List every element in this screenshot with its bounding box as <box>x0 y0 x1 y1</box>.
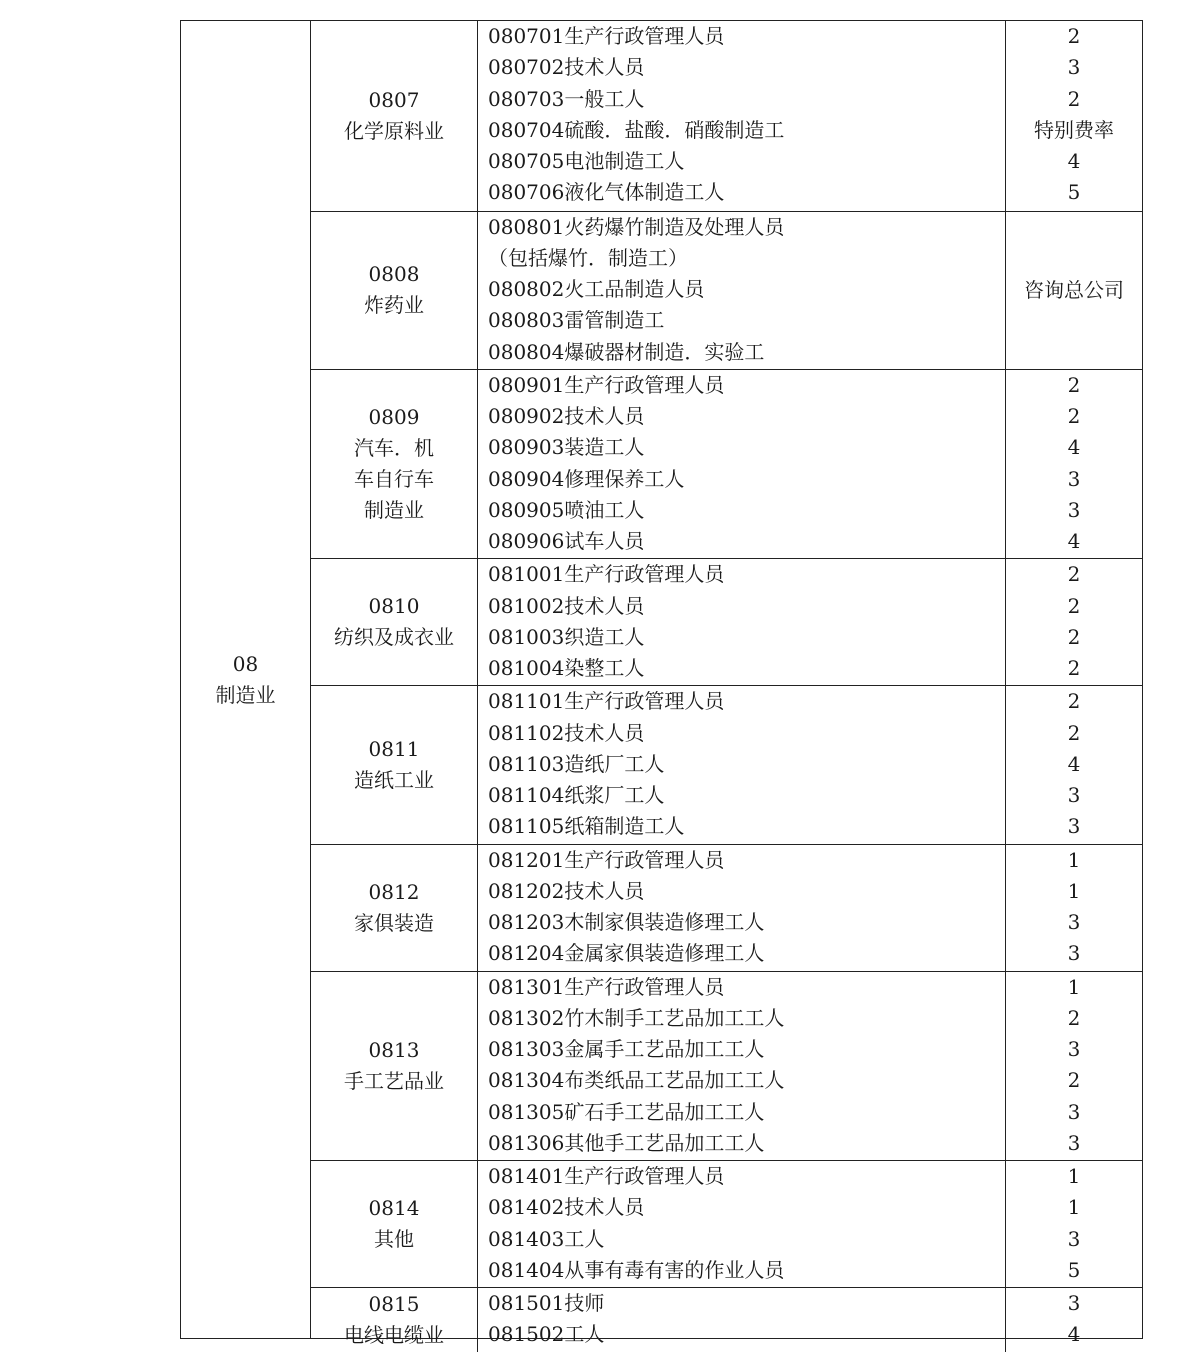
occupation-item: 080804爆破器材制造．实验工 <box>488 339 765 364</box>
occupation-item: 081304布类纸品工艺品加工工人 <box>488 1068 785 1093</box>
rate-value: 1 <box>1067 1164 1081 1188</box>
group-name-cell <box>311 212 478 369</box>
group-name-line: 家俱装造 <box>354 910 434 935</box>
rate-value: 特别费率 <box>1034 117 1114 142</box>
occupation-item: 081303金属手工艺品加工工人 <box>488 1037 765 1061</box>
group-name-cell <box>311 559 478 685</box>
group-rates-cell <box>1006 845 1142 971</box>
occupation-item: 080706液化气体制造工人 <box>488 180 725 205</box>
occupation-item: 081401生产行政管理人员 <box>488 1164 725 1188</box>
occupation-item: 081302竹木制手工艺品加工工人 <box>488 1005 785 1030</box>
group-name-cell <box>311 686 478 843</box>
rate-value: 2 <box>1067 1068 1081 1093</box>
rate-value: 3 <box>1067 1099 1081 1124</box>
group-name-cell <box>311 370 478 559</box>
occupation-item: 080903装造工人 <box>488 435 645 460</box>
occupation-item: 081003织造工人 <box>488 624 645 649</box>
occupation-item: 080801火药爆竹制造及处理人员 <box>488 214 785 239</box>
rate-value: 3 <box>1067 1291 1081 1315</box>
rate-value: 1 <box>1067 974 1081 999</box>
group-rates-cell <box>1006 1161 1142 1287</box>
occupation-item: 080705电池制造工人 <box>488 149 685 173</box>
rate-value: 3 <box>1067 55 1081 80</box>
group-row-0814 <box>311 1160 1142 1287</box>
group-name-line: 电线电缆业 <box>344 1322 444 1347</box>
industry-name: 制造业 <box>215 682 276 707</box>
rate-value: 3 <box>1067 1130 1081 1155</box>
group-name-line: 其他 <box>374 1227 414 1251</box>
group-row-0810 <box>311 558 1142 685</box>
rate-value: 2 <box>1067 624 1081 649</box>
group-name-line: 汽车．机 <box>354 436 434 460</box>
group-name-line: 车自行车 <box>354 467 434 491</box>
occupation-item: 081301生产行政管理人员 <box>488 974 725 999</box>
rate-value: 3 <box>1067 497 1081 522</box>
group-items-cell <box>478 21 1006 211</box>
group-row-0808 <box>311 211 1142 369</box>
occupation-item: 081004染整工人 <box>488 656 645 680</box>
industry-cell <box>181 21 311 1338</box>
occupation-item: 081102技术人员 <box>488 720 645 745</box>
occupation-item: 081101生产行政管理人员 <box>488 689 725 714</box>
group-name-line: 纺织及成衣业 <box>334 625 454 650</box>
occupation-item: 081104纸浆厂工人 <box>488 783 665 807</box>
rate-value: 3 <box>1067 941 1081 966</box>
rate-value: 4 <box>1067 1322 1081 1347</box>
rate-value: 4 <box>1067 435 1081 460</box>
occupation-item: 080906试车人员 <box>488 529 645 553</box>
rate-value: 4 <box>1067 529 1081 553</box>
occupation-item: 080904修理保养工人 <box>488 466 685 491</box>
group-code: 0810 <box>368 594 420 619</box>
rate-value: 2 <box>1067 593 1081 618</box>
occupation-item: 081403工人 <box>488 1226 605 1251</box>
group-row-0807 <box>311 21 1142 211</box>
group-code: 0812 <box>368 879 420 904</box>
occupation-item: 081502工人 <box>488 1322 605 1347</box>
rate-value: 1 <box>1067 878 1081 903</box>
occupation-item: 080803雷管制造工 <box>488 308 665 333</box>
group-row-0811 <box>311 685 1142 843</box>
rate-value: 2 <box>1067 720 1081 745</box>
group-name-line: 手工艺品业 <box>344 1068 444 1093</box>
group-name-cell <box>311 1288 478 1352</box>
occupation-item: 081002技术人员 <box>488 593 645 618</box>
occupation-item: 080703一般工人 <box>488 86 645 111</box>
group-name-line: 炸药业 <box>364 293 424 318</box>
industry-code: 08 <box>232 651 259 676</box>
occupation-item: 081201生产行政管理人员 <box>488 847 725 872</box>
rate-value: 3 <box>1067 910 1081 934</box>
occupation-item: 080901生产行政管理人员 <box>488 372 725 397</box>
group-rates-cell <box>1006 686 1142 843</box>
group-row-0813 <box>311 971 1142 1161</box>
group-rates-cell <box>1006 972 1142 1161</box>
group-code: 0815 <box>368 1291 420 1316</box>
occupation-item: 081501技师 <box>488 1291 605 1315</box>
occupation-item: 081105纸箱制造工人 <box>488 814 685 839</box>
rate-value: 2 <box>1067 86 1081 111</box>
occupation-item: 081402技术人员 <box>488 1195 645 1220</box>
group-row-0815 <box>311 1287 1142 1352</box>
occupation-item: 080905喷油工人 <box>488 497 645 522</box>
rate-value: 2 <box>1067 1005 1081 1030</box>
rate-value: 3 <box>1067 814 1081 839</box>
group-items-cell <box>478 1288 1006 1352</box>
rate-value: 3 <box>1067 1037 1081 1061</box>
rate-value: 2 <box>1067 24 1081 48</box>
group-name-cell <box>311 845 478 971</box>
group-code: 0811 <box>368 736 420 761</box>
occupation-item: 081103造纸厂工人 <box>488 751 665 776</box>
group-items-cell <box>478 845 1006 971</box>
occupation-item: 080802火工品制造人员 <box>488 277 705 301</box>
group-rows <box>311 21 1142 1347</box>
occupation-item: 081202技术人员 <box>488 878 645 903</box>
rate-value: 咨询总公司 <box>1024 277 1124 302</box>
group-rates-cell <box>1006 212 1142 369</box>
group-rates-cell <box>1006 1288 1142 1352</box>
group-name-line: 造纸工业 <box>354 767 434 792</box>
occupation-item: （包括爆竹．制造工） <box>488 245 688 270</box>
group-name-line: 化学原料业 <box>344 118 444 143</box>
rate-value: 3 <box>1067 1226 1081 1251</box>
group-items-cell <box>478 686 1006 843</box>
group-name-line: 制造业 <box>364 498 424 522</box>
occupation-item: 080702技术人员 <box>488 55 645 80</box>
occupation-item: 080902技术人员 <box>488 404 645 428</box>
group-rates-cell <box>1006 370 1142 559</box>
rate-value: 2 <box>1067 656 1081 680</box>
group-rates-cell <box>1006 21 1142 211</box>
occupation-item: 081001生产行政管理人员 <box>488 562 725 587</box>
occupation-item: 081306其他手工艺品加工工人 <box>488 1130 765 1155</box>
rate-value: 1 <box>1067 847 1081 872</box>
group-row-0809 <box>311 369 1142 559</box>
group-code: 0808 <box>368 262 420 287</box>
group-items-cell <box>478 1161 1006 1287</box>
group-items-cell <box>478 972 1006 1161</box>
occupation-item: 080704硫酸．盐酸．硝酸制造工 <box>488 117 785 142</box>
occupation-item: 081404从事有毒有害的作业人员 <box>488 1257 785 1282</box>
group-name-cell <box>311 21 478 211</box>
group-name-cell <box>311 972 478 1161</box>
group-row-0812 <box>311 844 1142 971</box>
rate-value: 1 <box>1067 1195 1081 1220</box>
group-code: 0814 <box>368 1196 420 1220</box>
group-code: 0813 <box>368 1037 420 1062</box>
occupation-item: 081204金属家俱装造修理工人 <box>488 941 765 966</box>
rate-value: 3 <box>1067 466 1081 491</box>
group-code: 0807 <box>368 87 420 112</box>
occupation-item: 080701生产行政管理人员 <box>488 24 725 48</box>
occupation-item: 081203木制家俱装造修理工人 <box>488 910 765 934</box>
rate-value: 2 <box>1067 372 1081 397</box>
rate-value: 3 <box>1067 783 1081 807</box>
rate-value: 2 <box>1067 562 1081 587</box>
rate-value: 2 <box>1067 404 1081 428</box>
rate-value: 5 <box>1067 180 1081 205</box>
group-items-cell <box>478 559 1006 685</box>
occupation-table <box>180 20 1143 1347</box>
group-items-cell <box>478 370 1006 559</box>
rate-value: 5 <box>1067 1257 1081 1282</box>
group-name-cell <box>311 1161 478 1287</box>
occupation-item: 081305矿石手工艺品加工工人 <box>488 1099 765 1124</box>
rate-value: 4 <box>1067 149 1081 173</box>
rate-value: 4 <box>1067 751 1081 776</box>
rate-value: 2 <box>1067 689 1081 714</box>
group-code: 0809 <box>368 405 420 429</box>
group-rates-cell <box>1006 559 1142 685</box>
group-items-cell <box>478 212 1006 369</box>
